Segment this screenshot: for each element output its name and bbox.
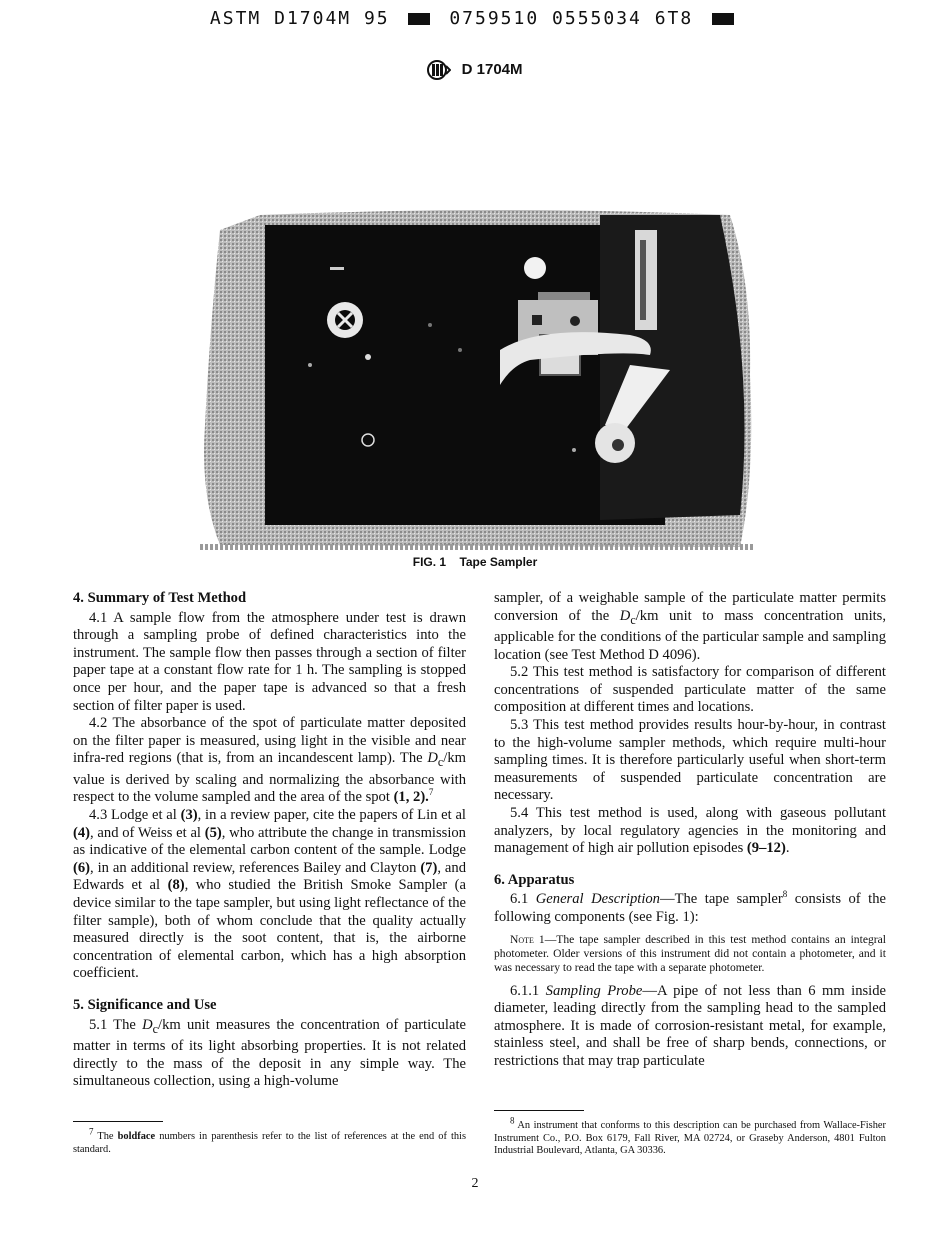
footnote-7: $^7$ The boldface numbers in parenthesis refer to the list of references at the end of this standard. bbox=[73, 1121, 466, 1156]
paragraph-5-4: 5.4 This test method is used, along with gaseous pollutant analyzers, by local regulatory agencies in the monitoring and management of high air pollution episodes (9–12). bbox=[494, 805, 886, 857]
paragraph-4-1: 4.1 A sample flow from the atmosphere under test is drawn through a sampling probe of defined characteristics into the instrument. The sample flow then passes through a section of filter paper tape at a constant flow rate for 1 h. The sampling is stopped once per hour, and the paper tape is advanced so that a fresh section of filter paper is used. bbox=[73, 609, 466, 714]
designation-label: D 1704M bbox=[461, 60, 523, 78]
footnote-rule bbox=[494, 1110, 584, 1111]
paragraph-5-1-continued: sampler, of a weighable sample of the particulate matter permits conversion of the $D_c/km$ unit to mass concentration units, applicable for the conditions of the particular sample and sampling location (see Test Method D 4096). bbox=[494, 590, 887, 663]
paragraph-6-1-1: 6.1.1 Sampling Probe—A pipe of not less than 6 mm inside diameter, leading directly from the sampling head to the sampled atmosphere. It is made of corrosion-resistant metal, for example, stainless steel, and shall be free of sharp bends, connections, or restrictions that may trap particulate bbox=[494, 982, 887, 1069]
figure-number: FIG. 1 bbox=[412, 555, 447, 569]
page-number: 2 bbox=[471, 1176, 479, 1191]
figure-caption bbox=[0, 555, 950, 569]
astm-logo-icon bbox=[427, 60, 451, 80]
note-1: Note 1—The tape sampler described in this test method contains an integral photometer. Older versions of this instrument did not contain a photometer, and it was necessary to read the tape with a separate photometer. bbox=[494, 932, 886, 974]
section-6-heading: 6. Apparatus bbox=[494, 871, 575, 888]
paragraph-4-2: 4.2 The absorbance of the spot of particulate matter deposited on the filter paper is measured, using light in the visible and near infra-red regions (that is, from an incandescent lamp). The $D_c/km$ value is derived by scaling and normalizing the absorbance with respect to the volume sampled and the area of the spot (1, 2).$^7$ bbox=[73, 715, 466, 806]
tape-sampler-photo bbox=[200, 175, 755, 550]
figure-title: Tape Sampler bbox=[459, 555, 538, 569]
running-header bbox=[0, 8, 950, 29]
header-designation-text: ASTM D1704M 95 bbox=[209, 8, 390, 29]
header-black-bar-end bbox=[712, 13, 734, 25]
section-5-heading: 5. Significance and Use bbox=[73, 996, 217, 1013]
section-4-heading: 4. Summary of Test Method bbox=[73, 590, 247, 606]
standard-designation bbox=[0, 60, 950, 80]
paragraph-5-3: 5.3 This test method provides results hour-by-hour, in contrast to the high-volume sampler methods, which require multi-hour sampling times. It is therefore particularly useful when short-term measurements of suspended particulate concentration are necessary. bbox=[494, 717, 886, 804]
paragraph-5-2: 5.2 This test method is satisfactory for comparison of different concentrations of suspended particulate matter of the same composition at different times and locations. bbox=[494, 664, 886, 716]
paragraph-5-1: 5.1 The $D_c/km$ unit measures the concentration of particulate matter in terms of its light absorbing properties. It is not related directly to the mass of the deposit in any simple way. The simultaneous collection, using a high-volume bbox=[73, 1016, 466, 1090]
header-black-bar bbox=[408, 13, 430, 25]
header-code-text: 0759510 0555034 6T8 bbox=[449, 8, 694, 29]
footnote-rule bbox=[73, 1121, 163, 1122]
left-column bbox=[73, 590, 466, 1091]
footnote-8: $^8$ An instrument that conforms to this description can be purchased from Wallace-Fisher Instrument Co., P.O. Box 6179, Fall River, MA 02724, or Graseby Anderson, 4801 Fulton Industrial Boulevard, Atlanta, GA 30336. bbox=[494, 1110, 886, 1158]
paragraph-6-1: 6.1 General Description—The tape sampler$^8$ consists of the following components (see Fig. 1): bbox=[494, 889, 886, 925]
right-column bbox=[494, 590, 886, 1071]
paragraph-4-3: 4.3 Lodge et al (3), in a review paper, cite the papers of Lin et al (4), and of Weiss et al (5), who attribute the change in transmission as indicative of the elemental carbon content of the sample. Lodge (6), in an additional review, references Bailey and Clayton (7), and Edwards et al (8), who studied the British Smoke Sampler (a device similar to the tape sampler, but using light reflectance of the filter sample), both of whom conclude that the quality actually measured directly is the soot content, that is, the airborne concentration of elemental carbon, which has a high absorption coefficient. bbox=[73, 807, 466, 982]
